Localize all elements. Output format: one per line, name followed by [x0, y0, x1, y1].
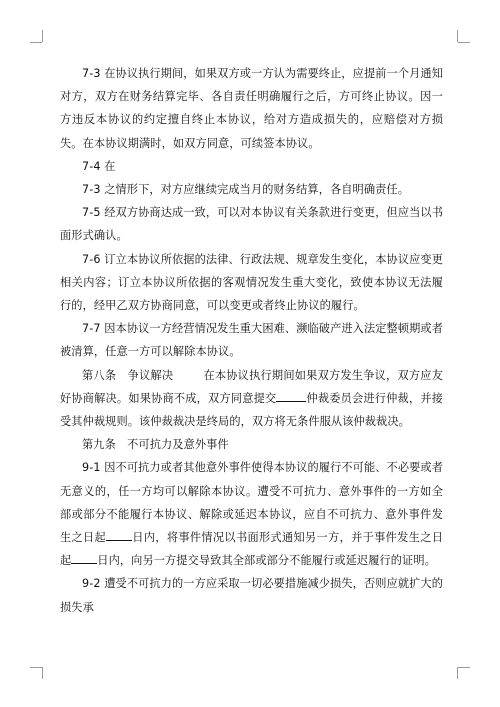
clause-7-3-continuation: 7-3 之情形下，对方应继续完成当月的财务结算，各自明确责任。 — [82, 183, 409, 197]
crop-mark-bottom-left-h — [30, 667, 42, 668]
crop-mark-top-right-h — [458, 42, 470, 43]
clause-7-5: 7-5 经双方协商达成一致，可以对本协议有关条款进行变更，但应当以书面形式确认。 — [60, 206, 443, 243]
crop-mark-top-left-h — [30, 42, 42, 43]
clause-9-1-part-2: 日内，将事件情况以书面形式通知另一方，并于事件发生之日起 — [60, 531, 444, 568]
article-8-title: 第八条 争议解决 — [82, 368, 174, 382]
proof-days-blank — [71, 552, 97, 564]
clause-7-3: 7-3 在协议执行期间，如果双方或一方认为需要终止，应提前一个月通知对方，双方在财务结算完毕、各自责任明确履行之后，方可终止协议。因一方违反本协议的约定擅自终止本协议，给对方造成损失的，应赔偿对方损失。在本协议期满时，如双方同意，可续签本协议。 — [60, 67, 443, 150]
article-8-body-part-2: 仲裁委员会进行仲裁，并接受其仲裁规则。该仲裁裁决是终局的，双方将无条件服从该仲裁裁决。 — [60, 391, 444, 429]
crop-mark-bottom-left-v — [42, 667, 43, 679]
document-body — [60, 62, 443, 619]
crop-mark-bottom-right-v — [457, 667, 458, 679]
clause-9-1-part-3: 日内，向另一方提交导致其全部或部分不能履行或延迟履行的证明。 — [97, 554, 436, 568]
notice-days-blank — [106, 529, 132, 541]
article-8 — [60, 364, 443, 434]
article-9-title: 第九条 不可抗力及意外事件 — [82, 438, 229, 452]
clause-7-7: 7-7 因本协议一方经营情况发生重大困难、濒临破产进入法定整顿期或者被清算，任意一方可以解除本协议。 — [60, 322, 443, 359]
crop-mark-top-left-v — [42, 30, 43, 42]
clause-9-1-part-1: 9-1 因不可抗力或者其他意外事件使得本协议的履行不可能、不必要或者无意义的，任一方均可以解除本协议。遭受不可抗力、意外事件的一方如全部或部分不能履行本协议、解除或延迟本协议，应自不可抗力、意外事件发生之日起 — [60, 461, 443, 545]
article-8-body-part-1: 在本协议执行期间如果双方发生争议，双方应友好协商解决。如果协商不成，双方同意提交 — [60, 368, 443, 405]
clause-9-1 — [60, 456, 443, 572]
clause-9-2: 9-2 遭受不可抗力的一方应采取一切必要措施减少损失，否则应就扩大的损失承 — [60, 577, 443, 614]
clause-7-6: 7-6 订立本协议所依据的法律、行政法规、规章发生变化，本协议应变更相关内容；订立本协议所依据的客观情况发生重大变化，致使本协议无法履行的，经甲乙双方协商同意，可以变更或者终止协议的履行。 — [60, 252, 443, 313]
clause-7-4: 7-4 在 — [82, 159, 116, 173]
crop-mark-top-right-v — [457, 30, 458, 42]
crop-mark-bottom-right-h — [458, 667, 470, 668]
arbitration-commission-blank — [276, 390, 306, 402]
